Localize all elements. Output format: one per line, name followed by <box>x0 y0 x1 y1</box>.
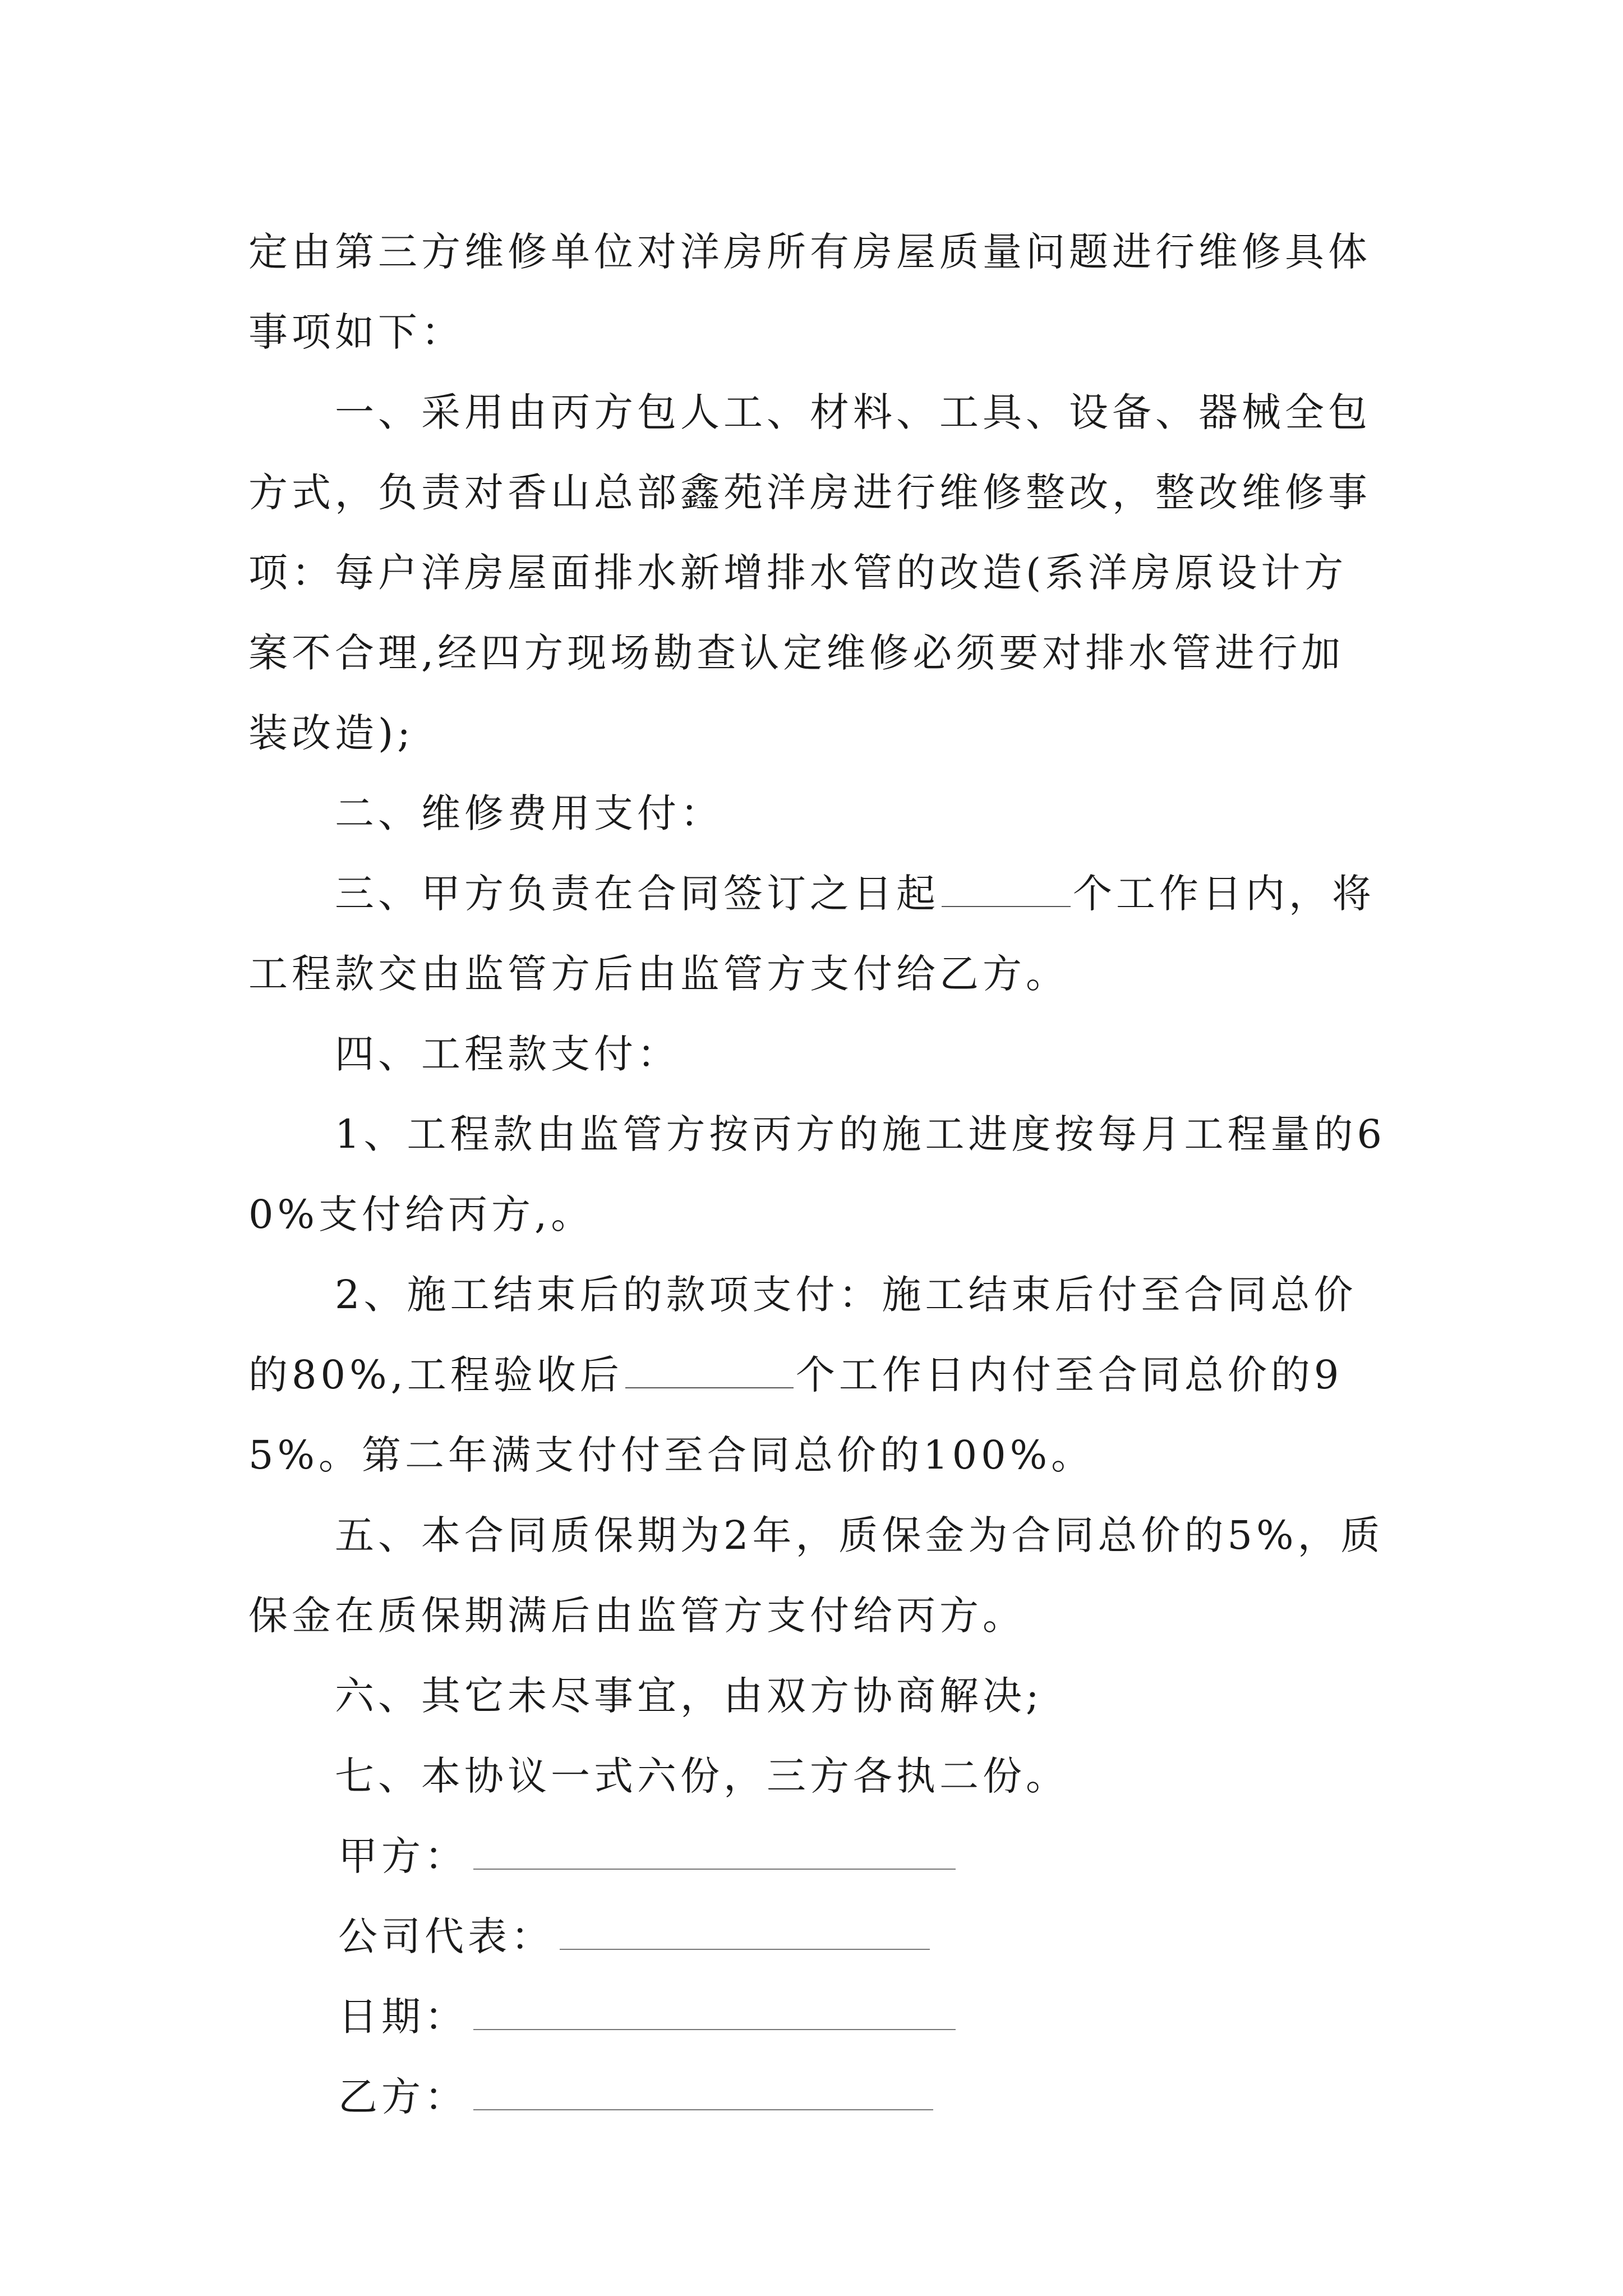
party-a-label: 甲方： <box>338 1833 468 1879</box>
party-a-line <box>473 1835 956 1870</box>
paragraph-clause-7: 七、本协议一式六份，三方各执二份。 <box>335 1753 1069 1799</box>
signature-date <box>248 1977 1387 2057</box>
clause-3-before: 三、甲方负责在合同签订之日起 <box>335 871 939 917</box>
date-label: 日期： <box>338 1994 468 2040</box>
company-rep-line <box>560 1915 930 1950</box>
signature-party-a <box>248 1816 1387 1897</box>
paragraph-item-2 <box>248 1255 1387 1496</box>
document-page <box>248 212 1387 2137</box>
signature-company-rep <box>248 1897 1387 1977</box>
signature-party-b <box>248 2057 1387 2137</box>
party-b-label: 乙方： <box>338 2074 468 2120</box>
paragraph-clause-6: 六、其它未尽事宜，由双方协商解决; <box>335 1673 1043 1719</box>
item-2-blank <box>625 1348 794 1388</box>
party-b-line <box>473 2076 933 2110</box>
paragraph-clause-3 <box>248 854 1387 1014</box>
paragraph-clause-1: 一、采用由丙方包人工、材料、工具、设备、器械全包方式，负责对香山总部鑫苑洋房进行维修整改，整改维修事项：每户洋房屋面排水新增排水管的改造(系洋房原设计方案不合理,经四方现场勘查认定维修必须要对排水管进行加装改造); <box>248 389 1371 756</box>
clause-3-after: 个工作日内，将工程款交由监管方后由监管方支付给乙方。 <box>248 871 1375 997</box>
clause-3-blank <box>942 867 1071 907</box>
date-line <box>473 1995 956 2030</box>
item-2-after: 个工作日内付至合同总价的95%。第二年满支付付至合同总价的100%。 <box>248 1352 1343 1478</box>
paragraph-clause-2: 二、维修费用支付： <box>335 790 723 836</box>
item-2-before: 2、施工结束后的款项支付：施工结束后付至合同总价的80%,工程验收后 <box>248 1272 1357 1398</box>
paragraph-clause-5: 五、本合同质保期为2年，质保金为合同总价的5%，质保金在质保期满后由监管方支付给丙方。 <box>248 1512 1384 1639</box>
paragraph-clause-4: 四、工程款支付： <box>335 1031 680 1077</box>
paragraph-item-1: 1、工程款由监管方按丙方的施工进度按每月工程量的60%支付给丙方,。 <box>248 1111 1386 1237</box>
paragraph-intro: 定由第三方维修单位对洋房所有房屋质量问题进行维修具体事项如下： <box>248 229 1371 355</box>
company-rep-label: 公司代表： <box>338 1913 554 1959</box>
